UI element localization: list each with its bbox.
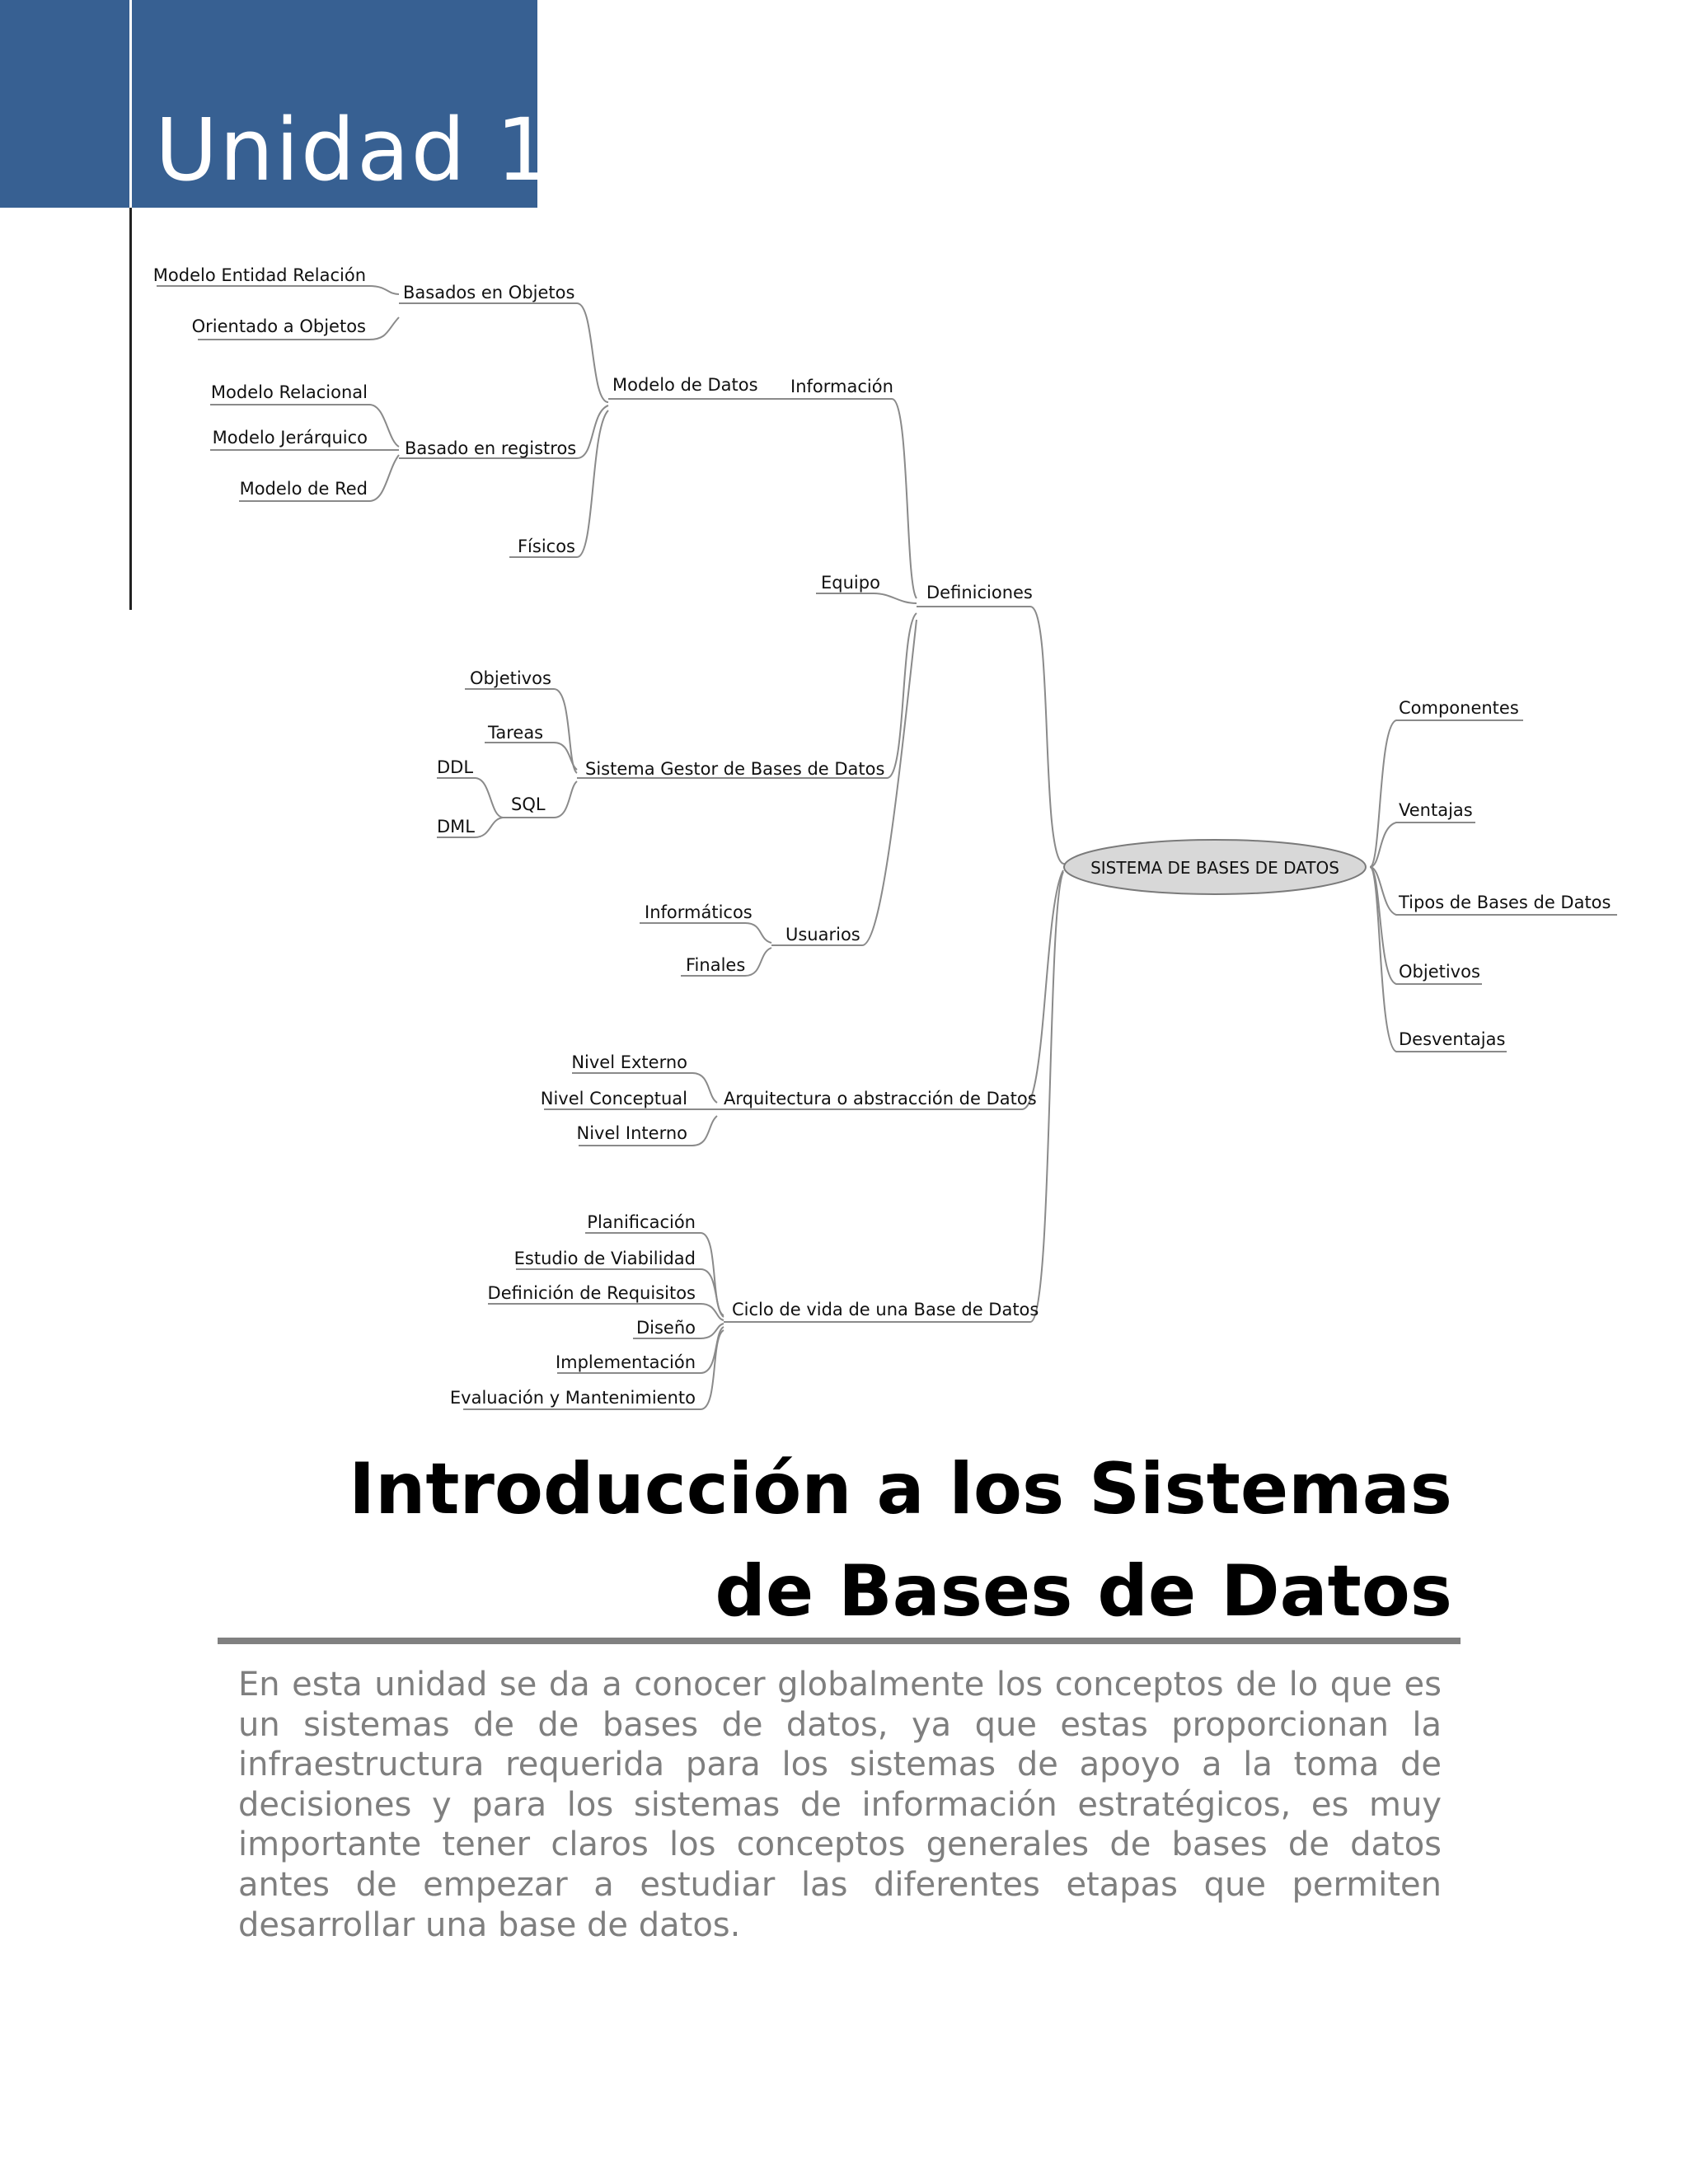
node-modelo-entidad-relacion: Modelo Entidad Relación xyxy=(152,265,366,285)
node-dml: DML xyxy=(437,817,475,837)
node-definicion-de-requisitos: Definición de Requisitos xyxy=(487,1283,696,1303)
node-tareas: Tareas xyxy=(488,723,544,743)
node-basado-en-registros: Basado en registros xyxy=(405,438,577,458)
node-modelo-de-red: Modelo de Red xyxy=(239,479,368,499)
node-fisicos: Físicos xyxy=(517,537,575,556)
node-sistema-gestor: Sistema Gestor de Bases de Datos xyxy=(585,759,885,779)
node-orientado-a-objetos: Orientado a Objetos xyxy=(191,316,366,336)
node-informaticos: Informáticos xyxy=(645,902,753,922)
node-sql: SQL xyxy=(511,794,546,814)
node-arquitectura: Arquitectura o abstracción de Datos xyxy=(724,1089,1037,1108)
mind-map-connectors xyxy=(157,286,1617,1409)
node-modelo-jerarquico: Modelo Jerárquico xyxy=(212,428,368,448)
node-nivel-interno: Nivel Interno xyxy=(576,1123,687,1143)
node-definiciones: Definiciones xyxy=(926,583,1033,602)
node-desventajas: Desventajas xyxy=(1399,1029,1506,1049)
node-modelo-relacional: Modelo Relacional xyxy=(210,382,368,402)
node-finales: Finales xyxy=(686,955,746,975)
node-componentes: Componentes xyxy=(1399,698,1519,718)
node-nivel-conceptual: Nivel Conceptual xyxy=(540,1089,687,1108)
root-node-label: SISTEMA DE BASES DE DATOS xyxy=(1090,858,1339,878)
node-nivel-externo: Nivel Externo xyxy=(571,1052,687,1072)
node-informacion: Información xyxy=(790,377,893,396)
node-usuarios: Usuarios xyxy=(785,925,860,944)
node-tipos-de-bases-de-datos: Tipos de Bases de Datos xyxy=(1399,893,1611,912)
node-objetivos-root: Objetivos xyxy=(1399,962,1480,982)
node-planificacion: Planificación xyxy=(587,1212,696,1232)
node-equipo: Equipo xyxy=(821,573,880,593)
page-title-line-2: de Bases de Datos xyxy=(715,1550,1452,1633)
page-title-line-1: Introducción a los Sistemas xyxy=(349,1448,1452,1530)
node-diseno: Diseño xyxy=(635,1318,696,1338)
node-basados-en-objetos: Basados en Objetos xyxy=(403,283,575,302)
heading-divider xyxy=(218,1638,1461,1644)
node-implementacion: Implementación xyxy=(555,1352,696,1372)
unit-title: Unidad 1 xyxy=(155,100,552,200)
node-ventajas: Ventajas xyxy=(1399,800,1473,820)
node-evaluacion-y-mantenimiento: Evaluación y Mantenimiento xyxy=(449,1388,696,1408)
node-ddl: DDL xyxy=(437,757,474,777)
node-ciclo-de-vida: Ciclo de vida de una Base de Datos xyxy=(732,1300,1039,1319)
node-modelo-de-datos: Modelo de Datos xyxy=(612,375,758,395)
node-sgbd-objetivos: Objetivos xyxy=(470,668,551,688)
intro-paragraph: En esta unidad se da a conocer globalmente los conceptos de lo que es un sistemas de de bases de datos, ya que estas proporcionan la infraestructura requerida para los sistemas de apoyo a la toma de decisiones y para los sistemas de información estratégicos, es muy importante tener claros los conceptos generales de bases de datos antes de empezar a estudiar las diferentes etapas que permiten desarrollar una base de datos. xyxy=(238,1666,1442,1944)
page-title xyxy=(214,1438,1452,1643)
node-estudio-de-viabilidad: Estudio de Viabilidad xyxy=(513,1249,696,1268)
